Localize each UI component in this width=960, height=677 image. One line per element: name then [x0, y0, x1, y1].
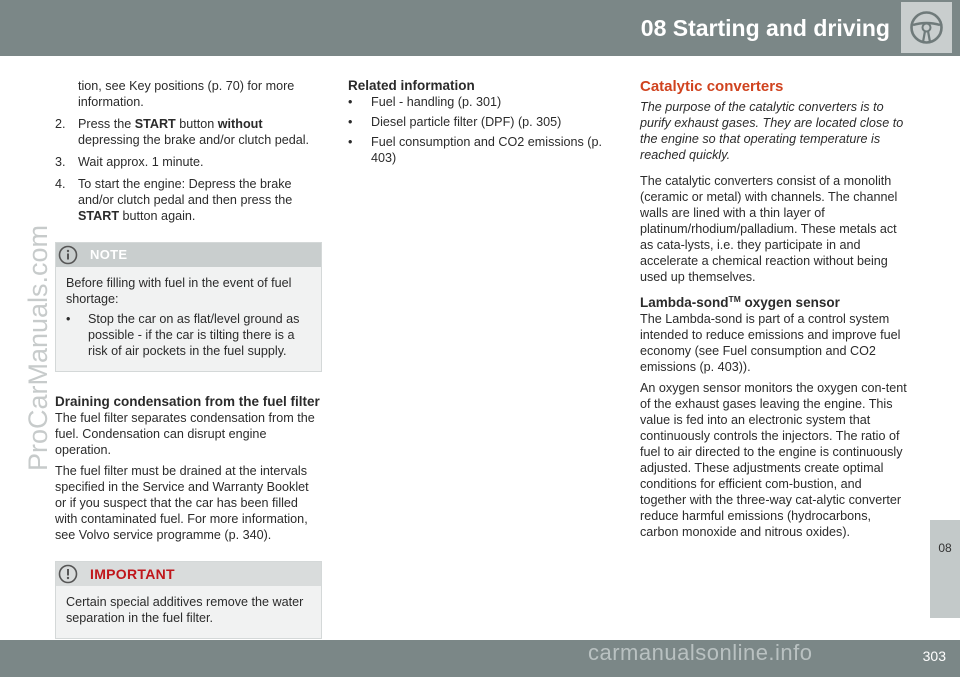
- note-intro: Before filling with fuel in the event of fuel shortage:: [66, 276, 292, 306]
- steering-wheel-icon: [909, 10, 944, 45]
- page-number: 303: [922, 648, 946, 664]
- note-body: [56, 267, 321, 371]
- chapter-icon-box: [901, 2, 952, 53]
- chapter-side-tab: [930, 520, 960, 618]
- related-heading: Related information: [348, 78, 475, 93]
- step-text: button again.: [119, 209, 196, 223]
- note-bullet-item: [66, 311, 311, 359]
- footer-watermark: carmanualsonline.info: [588, 640, 813, 665]
- catalytic-heading: Catalytic converters: [640, 78, 784, 95]
- right-column: [640, 78, 908, 545]
- related-list: [348, 94, 610, 166]
- lambda-heading-text: oxygen sensor: [740, 295, 840, 310]
- bullet-dot: •: [348, 95, 353, 109]
- lambda-heading: [640, 295, 908, 311]
- start-keyword: START: [134, 117, 176, 131]
- trademark-sup: TM: [728, 294, 741, 304]
- page-header: [0, 0, 960, 56]
- chapter-title: 08 Starting and driving: [640, 15, 890, 41]
- note-bullets: [66, 311, 311, 359]
- oxygen-sensor-paragraph: An oxygen sensor monitors the oxygen con-tent of the exhaust gases leaving the engine. This value is fed into an electronic system that continuously controls the injectors. The ratio of fuel to air directed to the engine is continuously adjusted. These adjustments create optimal conditions for efficient com-bustion, and together with the three-way cat-alytic converter reduce harmful emissions (hydrocarbons, carbon monoxide and nitrous oxides).: [640, 381, 907, 539]
- step-text: Press the: [78, 117, 135, 131]
- step-number: 4.: [55, 177, 66, 191]
- note-box: [55, 242, 322, 372]
- draining-paragraph: The fuel filter must be drained at the intervals specified in the Service and Warranty Booklet or if you suspect that the car has been filled with contaminated fuel. For more information, see Volvo service programme (p. 340).: [55, 464, 309, 542]
- steps-list: [55, 116, 322, 224]
- left-column: [55, 78, 322, 639]
- important-box: [55, 561, 322, 639]
- important-title: IMPORTANT: [90, 566, 175, 582]
- bullet-text: Stop the car on as flat/level ground as possible - if the car is tilting there is a risk of air pockets in the fuel supply.: [88, 312, 300, 358]
- catalytic-lead: The purpose of the catalytic converters is to purify exhaust gases. They are located close to the engine so that operating temperature is reached quickly.: [640, 100, 904, 162]
- related-item[interactable]: [348, 114, 610, 130]
- draining-heading: Draining condensation from the fuel filter: [55, 394, 320, 409]
- related-item[interactable]: [348, 134, 610, 166]
- important-text: Certain special additives remove the water separation in the fuel filter.: [66, 595, 304, 625]
- warning-icon: [58, 564, 78, 584]
- bullet-dot: •: [348, 135, 353, 149]
- continued-text: tion, see Key positions (p. 70) for more information.: [78, 79, 295, 109]
- related-link[interactable]: Fuel - handling (p. 301): [371, 95, 502, 109]
- chapter-side-tab-label: 08: [938, 541, 952, 555]
- related-link[interactable]: Fuel consumption and CO2 emissions (p. 403): [371, 135, 602, 165]
- related-link[interactable]: Diesel particle filter (DPF) (p. 305): [371, 115, 562, 129]
- step-text: depressing the brake and/or clutch pedal.: [78, 133, 310, 147]
- bullet-dot: •: [66, 312, 71, 326]
- step-number: 2.: [55, 117, 66, 131]
- lambda-paragraph: The Lambda-sond is part of a control system intended to reduce emissions and improve fuel economy (see Fuel consumption and CO2 emissions (p. 403)).: [640, 312, 901, 374]
- step-number: 3.: [55, 155, 66, 169]
- note-header: [56, 243, 321, 267]
- info-icon: [58, 245, 78, 265]
- step-item: [55, 154, 322, 170]
- without-keyword: without: [217, 117, 263, 131]
- step-text: Wait approx. 1 minute.: [78, 155, 204, 169]
- draining-paragraph: The fuel filter separates condensation from the fuel. Condensation can disrupt engine operation.: [55, 411, 315, 457]
- important-body: [56, 586, 321, 638]
- step-item: [55, 116, 322, 148]
- page-footer: [0, 640, 960, 677]
- important-header: [56, 562, 321, 586]
- lambda-heading-text: Lambda-sond: [640, 295, 729, 310]
- step-item: [55, 176, 322, 224]
- step-text: button: [175, 117, 218, 131]
- note-title: NOTE: [90, 247, 128, 262]
- catalytic-paragraph: The catalytic converters consist of a monolith (ceramic or metal) with channels. The channel walls are lined with a thin layer of platinum/rhodium/palladium. These metals act as cata-lysts, i.e. they participate in and accelerate a chemical reaction without being used up themselves.: [640, 174, 898, 284]
- start-keyword: START: [78, 209, 120, 223]
- side-watermark: ProCarManuals.com: [23, 224, 53, 472]
- step-text: To start the engine: Depress the brake and/or clutch pedal and then press the: [78, 177, 293, 207]
- related-item[interactable]: [348, 94, 610, 110]
- middle-column: [348, 78, 610, 170]
- bullet-dot: •: [348, 115, 353, 129]
